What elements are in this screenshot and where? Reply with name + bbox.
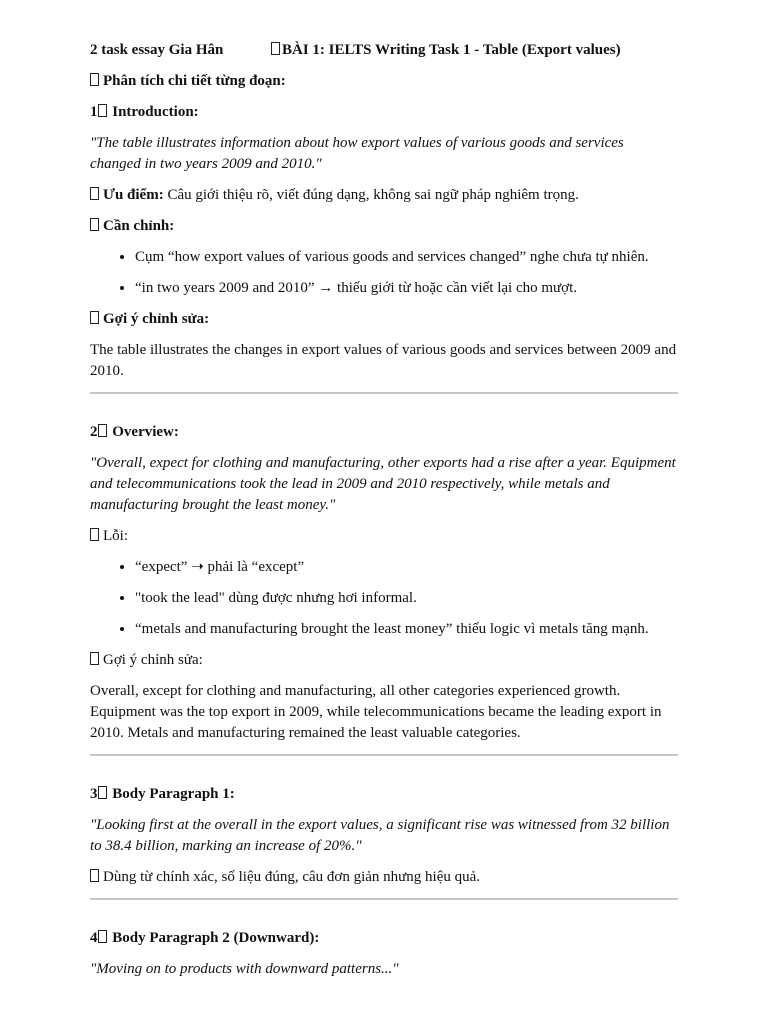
author-label: 2 task essay Gia Hân (90, 42, 224, 58)
missing-glyph-icon (98, 930, 107, 943)
section-heading: 4 Body Paragraph 2 (Downward): (90, 930, 320, 946)
missing-glyph-icon (90, 528, 99, 541)
missing-glyph-icon (90, 869, 99, 882)
suggested-revision: The table illustrates the changes in export values of various goods and services between 2009 and 2010. (90, 342, 677, 379)
section-heading: 2 Overview: (90, 424, 179, 440)
suggest-heading: Gợi ý chỉnh sửa: (90, 650, 678, 671)
section-heading: 3 Body Paragraph 1: (90, 786, 235, 802)
document-content (90, 40, 678, 990)
document-header (90, 40, 678, 61)
document-title: BÀI 1: IELTS Writing Task 1 - Table (Export values) (271, 40, 621, 61)
analysis-heading: Phân tích chi tiết từng đoạn: (90, 71, 678, 92)
errors-list (90, 557, 678, 640)
missing-glyph-icon (90, 218, 99, 231)
section-heading: 1 Introduction: (90, 104, 199, 120)
missing-glyph-icon (90, 652, 99, 665)
missing-glyph-icon (90, 73, 99, 86)
suggested-revision: Overall, except for clothing and manufacturing, all other categories experienced growth. Equipment was the top export in 2009, while telecommunications became the leading export in 2010. Metals and manufacturing remained the least valuable categories. (90, 683, 662, 741)
list-item: • "took the lead" dùng được nhưng hơi informal. (135, 588, 678, 609)
list-item: • “in two years 2009 and 2010” → thiếu giới từ hoặc cần viết lại cho mượt. (135, 278, 678, 299)
list-item: • Cụm “how export values of various goods and services changed” nghe chưa tự nhiên. (135, 247, 678, 268)
errors-heading: Lỗi: (90, 526, 678, 547)
essay-quote: "Moving on to products with downward patterns..." (90, 961, 399, 977)
fix-heading: Cần chỉnh: (90, 216, 678, 237)
comment-note: Dùng từ chính xác, số liệu đúng, câu đơn giản nhưng hiệu quả. (90, 867, 678, 888)
missing-glyph-icon (98, 424, 107, 437)
section-divider (90, 754, 678, 756)
fix-list (90, 247, 678, 299)
essay-quote: "Looking first at the overall in the export values, a significant rise was witnessed from 32 billion to 38.4 billion, marking an increase of 20%." (90, 817, 670, 854)
list-item: • “metals and manufacturing brought the least money” thiếu logic vì metals tăng mạnh. (135, 619, 678, 640)
strengths-note: Ưu điểm: Câu giới thiệu rõ, viết đúng dạng, không sai ngữ pháp nghiêm trọng. (90, 185, 678, 206)
suggest-heading: Gợi ý chỉnh sửa: (90, 309, 678, 330)
section-divider (90, 898, 678, 900)
missing-glyph-icon (98, 104, 107, 117)
section-divider (90, 392, 678, 394)
missing-glyph-icon (90, 311, 99, 324)
essay-quote: "The table illustrates information about how export values of various goods and services changed in two years 2009 and 2010." (90, 135, 624, 172)
missing-glyph-icon (98, 786, 107, 799)
essay-quote: "Overall, expect for clothing and manufacturing, other exports had a rise after a year. Equipment and telecommunications took the lead in 2009 and 2010 respectively, while metals and manufacturing brought the least money." (90, 455, 676, 513)
list-item: • “expect” ➝ phải là “except” (135, 557, 678, 578)
missing-glyph-icon (271, 42, 280, 55)
missing-glyph-icon (90, 187, 99, 200)
